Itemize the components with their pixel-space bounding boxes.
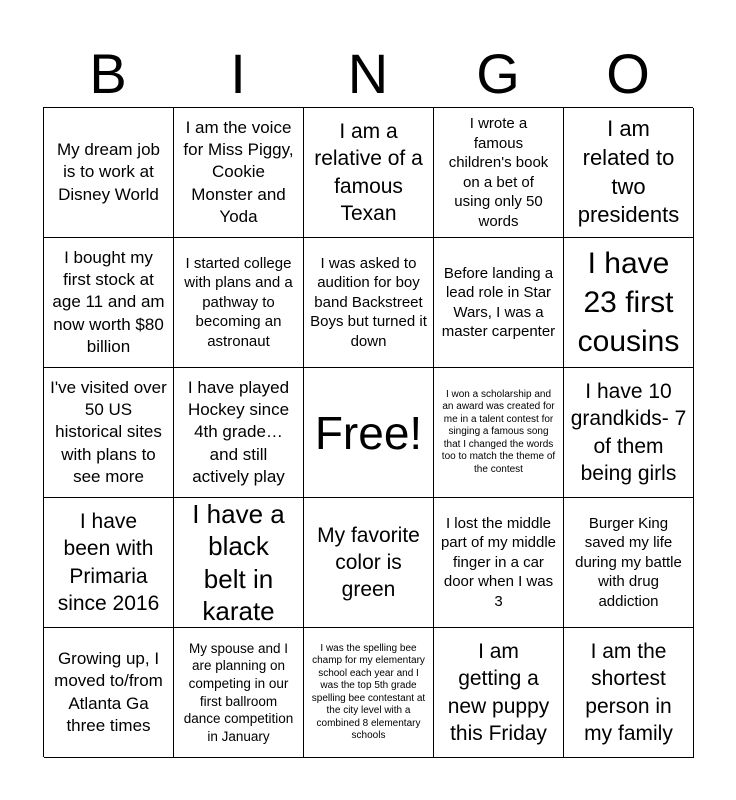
bingo-cell-r2c1[interactable]: [44, 238, 174, 368]
cell-text: I am the shortest person in my family: [584, 639, 673, 745]
bingo-cell-r3c2[interactable]: [174, 368, 304, 498]
cell-text: Before landing a lead role in Star Wars, I was a master carpenter: [441, 264, 556, 340]
free-space-text: Free!: [314, 406, 423, 459]
header-letter-b: B: [89, 42, 127, 105]
cell-text: My favorite color is green: [317, 523, 420, 602]
bingo-cell-r2c3[interactable]: [304, 238, 434, 368]
bingo-cell-r1c2[interactable]: [174, 108, 304, 238]
cell-text: I am a relative of a famous Texan: [314, 119, 423, 225]
cell-text: I have played Hockey since 4th grade… and still actively play: [187, 378, 290, 486]
cell-text: I have been with Primaria since 2016: [57, 509, 160, 615]
bingo-cell-r1c5[interactable]: [564, 108, 694, 238]
header-letter-n: N: [347, 42, 389, 105]
header-letter-g: G: [476, 42, 520, 105]
cell-text: I am getting a new puppy this Friday: [447, 639, 550, 745]
bingo-cell-r1c4[interactable]: [434, 108, 564, 238]
header-letter-o: O: [606, 42, 650, 105]
cell-text: I am related to two presidents: [577, 116, 680, 228]
cell-text: I was the spelling bee champ for my elementary school each year and I was the top 5th grade spelling bee contestant at the city level with a combined 8 elementary schools: [311, 642, 426, 741]
bingo-cell-r4c4[interactable]: [434, 498, 564, 628]
cell-text: I wrote a famous children's book on a bet of using only 50 words: [448, 115, 549, 230]
bingo-cell-r4c5[interactable]: [564, 498, 694, 628]
bingo-cell-r5c3[interactable]: [304, 628, 434, 758]
cell-text: My dream job is to work at Disney World: [57, 140, 160, 204]
cell-text: I bought my first stock at age 11 and am now worth $80 billion: [52, 248, 165, 356]
bingo-cell-r2c2[interactable]: [174, 238, 304, 368]
cell-text: I've visited over 50 US historical sites with plans to see more: [50, 378, 167, 486]
bingo-cell-r1c1[interactable]: [44, 108, 174, 238]
bingo-cell-r3c4[interactable]: [434, 368, 564, 498]
bingo-cell-r4c2[interactable]: [174, 498, 304, 628]
cell-text: I have 10 grandkids- 7 of them being girls: [570, 379, 687, 485]
cell-text: I won a scholarship and an award was created for me in a talent contest for singing a famous song that I changed the words too to match the theme of the contest: [441, 388, 556, 475]
bingo-cell-r1c3[interactable]: [304, 108, 434, 238]
header-letter-i: I: [230, 42, 246, 105]
bingo-cell-free[interactable]: [304, 368, 434, 498]
cell-text: I have 23 first cousins: [577, 247, 680, 358]
bingo-cell-r4c1[interactable]: [44, 498, 174, 628]
cell-text: Burger King saved my life during my battle with drug addiction: [575, 514, 682, 610]
bingo-cell-r3c5[interactable]: [564, 368, 694, 498]
cell-text: I lost the middle part of my middle finger in a car door when I was 3: [440, 514, 557, 610]
cell-text: My spouse and I are planning on competing in our first ballroom dance competition in January: [183, 640, 294, 744]
cell-text: I am the voice for Miss Piggy, Cookie Monster and Yoda: [183, 118, 294, 226]
bingo-cell-r2c5[interactable]: [564, 238, 694, 368]
bingo-cell-r5c2[interactable]: [174, 628, 304, 758]
cell-text: I was asked to audition for boy band Backstreet Boys but turned it down: [310, 254, 427, 350]
cell-text: I started college with plans and a pathway to becoming an astronaut: [184, 254, 293, 350]
cell-text: I have a black belt in karate: [192, 498, 285, 626]
bingo-cell-r5c1[interactable]: [44, 628, 174, 758]
bingo-cell-r3c1[interactable]: [44, 368, 174, 498]
cell-text: Growing up, I moved to/from Atlanta Ga three times: [54, 649, 163, 735]
bingo-cell-r5c4[interactable]: [434, 628, 564, 758]
bingo-header: [43, 42, 693, 106]
bingo-cell-r2c4[interactable]: [434, 238, 564, 368]
bingo-cell-r4c3[interactable]: [304, 498, 434, 628]
bingo-board: [43, 107, 693, 757]
bingo-cell-r5c5[interactable]: [564, 628, 694, 758]
